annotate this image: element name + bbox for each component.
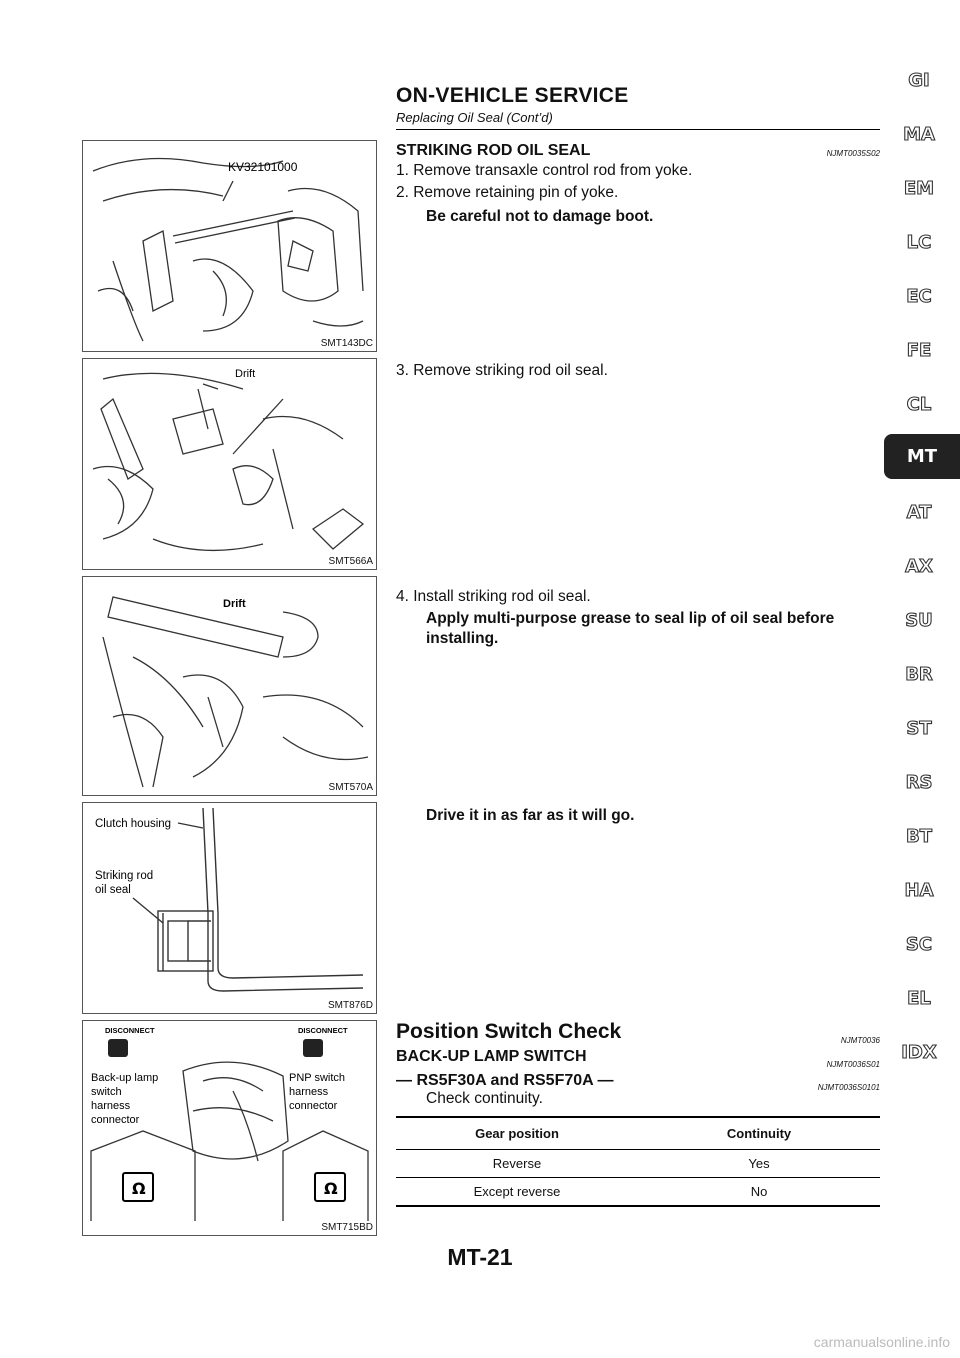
drift-label: Drift [235, 368, 256, 380]
figure-smt570a [82, 576, 377, 796]
sidebar-item-el[interactable]: EL [907, 988, 931, 1009]
ohmmeter-left: Ω [132, 1179, 146, 1198]
sidebar-item-st[interactable]: ST [906, 718, 932, 739]
table-header: Continuity [638, 1117, 880, 1150]
subsection-title-models: — RS5F30A and RS5F70A — [396, 1072, 614, 1089]
disconnect-label-left: DISCONNECT [105, 1026, 155, 1035]
subsection-title-backup-lamp: BACK-UP LAMP SWITCH [396, 1048, 587, 1065]
step-1: 1. Remove transaxle control rod from yoke. [396, 162, 693, 179]
figure-smt143dc [82, 140, 377, 352]
section-title-striking-rod: STRIKING ROD OIL SEAL [396, 142, 591, 159]
table-row [396, 1150, 880, 1178]
backup-lamp-label-4: connector [91, 1114, 140, 1126]
sidebar-item-cl[interactable]: CL [906, 394, 932, 415]
sidebar-item-bt[interactable]: BT [906, 826, 932, 847]
figure-illustration [83, 141, 376, 351]
step-3: 3. Remove striking rod oil seal. [396, 362, 608, 379]
note-2: Be careful not to damage boot. [426, 208, 654, 225]
sidebar-item-idx[interactable]: IDX [901, 1042, 937, 1063]
sidebar-item-fe[interactable]: FE [906, 340, 932, 361]
footer-watermark: carmanualsonline.info [813, 1334, 950, 1350]
sidebar-item-sc[interactable]: SC [905, 934, 933, 955]
ohmmeter-right: Ω [324, 1179, 338, 1198]
sidebar-item-ec[interactable]: EC [906, 286, 932, 307]
section-ref: NJMT0035S02 [826, 149, 880, 158]
note-4-line-2: installing. [426, 630, 499, 647]
sidebar-item-mt[interactable]: MT [884, 434, 960, 479]
backup-lamp-label-3: harness [91, 1100, 131, 1112]
pnp-switch-label-1: PNP switch [289, 1072, 346, 1084]
step-4: 4. Install striking rod oil seal. [396, 588, 591, 605]
figure-caption: SMT876D [327, 1000, 373, 1011]
disconnect-label-right: DISCONNECT [298, 1026, 348, 1035]
figure-illustration [83, 1021, 376, 1235]
pnp-switch-label-3: connector [289, 1100, 338, 1112]
figure-caption: SMT570A [328, 782, 373, 793]
note-4-line-1: Apply multi-purpose grease to seal lip of oil seal before [426, 610, 835, 627]
pnp-switch-label-2: harness [289, 1086, 329, 1098]
table-cell: No [638, 1178, 880, 1207]
figure-caption: SMT143DC [320, 338, 373, 349]
header-rule [396, 129, 880, 130]
section-title-position-switch: Position Switch Check [396, 1020, 622, 1043]
table-cell: Yes [638, 1150, 880, 1178]
sidebar-item-at[interactable]: AT [906, 502, 932, 523]
continuity-table [396, 1116, 880, 1207]
backup-lamp-label-2: switch [91, 1086, 122, 1098]
sidebar-item-lc[interactable]: LC [906, 232, 932, 253]
figure-illustration [83, 803, 376, 1013]
figure-caption: SMT715BD [321, 1222, 373, 1233]
sidebar-item-ha[interactable]: HA [904, 880, 934, 901]
oil-seal-label: oil seal [95, 884, 131, 896]
figure-illustration [83, 359, 376, 569]
clutch-housing-label: Clutch housing [95, 818, 172, 830]
figure-illustration [83, 577, 376, 795]
table-header-row [396, 1117, 880, 1150]
instruction-text: Check continuity. [426, 1090, 543, 1107]
subsection-ref: NJMT0036S01 [826, 1060, 880, 1069]
page-number: MT-21 [447, 1244, 513, 1270]
sidebar-item-em[interactable]: EM [903, 178, 935, 199]
striking-rod-label: Striking rod [95, 870, 154, 882]
note-5: Drive it in as far as it will go. [426, 807, 635, 824]
header-title: ON-VEHICLE SERVICE [396, 84, 629, 107]
figure-smt715bd [82, 1020, 377, 1236]
sidebar-item-ma[interactable]: MA [903, 124, 935, 145]
figure-caption: SMT566A [328, 556, 373, 567]
drift-label: Drift [223, 598, 246, 610]
table-cell: Except reverse [396, 1178, 638, 1207]
sidebar-item-gi[interactable]: GI [908, 70, 930, 91]
sidebar-item-br[interactable]: BR [905, 664, 933, 685]
sidebar-item-ax[interactable]: AX [905, 556, 933, 577]
backup-lamp-label-1: Back-up lamp [91, 1072, 159, 1084]
sidebar-item-rs[interactable]: RS [905, 772, 933, 793]
header-subtitle: Replacing Oil Seal (Cont’d) [396, 110, 553, 125]
figure-smt876d [82, 802, 377, 1014]
subsection-ref-2: NJMT0036S0101 [817, 1083, 880, 1092]
tool-label: KV32101000 [228, 160, 298, 174]
sidebar-item-su[interactable]: SU [905, 610, 933, 631]
table-header: Gear position [396, 1117, 638, 1150]
step-2: 2. Remove retaining pin of yoke. [396, 184, 619, 201]
table-cell: Reverse [396, 1150, 638, 1178]
table-row [396, 1178, 880, 1207]
figure-smt566a [82, 358, 377, 570]
section-ref: NJMT0036 [840, 1036, 880, 1045]
